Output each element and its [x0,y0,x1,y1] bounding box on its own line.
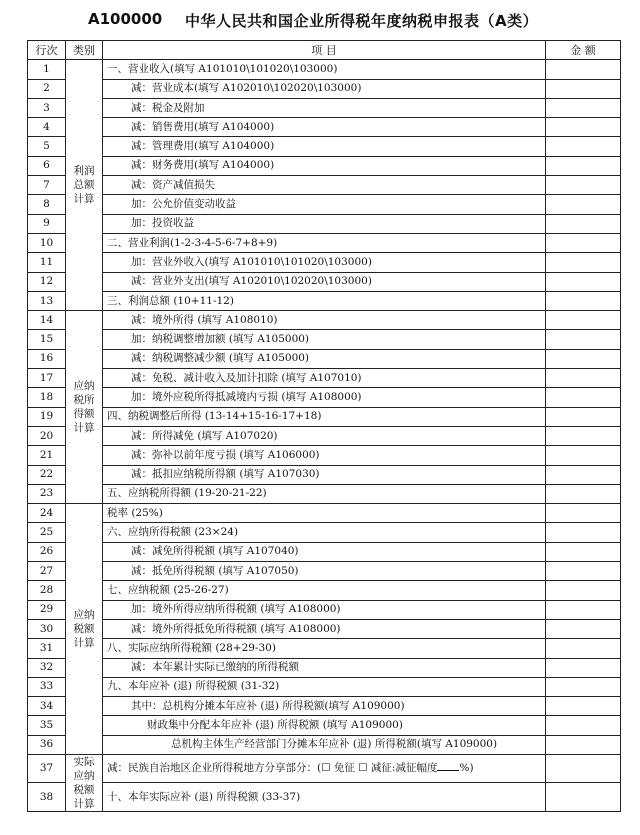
amount-cell[interactable] [546,735,621,754]
row-number: 14 [28,311,66,330]
table-row [28,465,621,484]
item-text: 四、纳税调整后所得 (13-14+15-16-17+18) [107,410,322,423]
tax-return-table [27,40,621,812]
table-row [28,619,621,638]
table-row [28,233,621,252]
header-item: 项 目 [103,41,546,60]
item-text: 减：所得减免 (填写 A107020) [131,429,278,442]
amount-cell[interactable] [546,311,621,330]
row-number: 16 [28,349,66,368]
amount-cell[interactable] [546,388,621,407]
item-text: 减：弥补以前年度亏损 (填写 A106000) [131,448,320,461]
table-row [28,214,621,233]
table-row [28,330,621,349]
table-row [28,60,621,79]
item-text: 减：营业成本(填写 A102010\102020\103000) [131,82,362,95]
amount-cell[interactable] [546,253,621,272]
item-text: 减：减免所得税额 (填写 A107040) [131,545,299,558]
row-number: 35 [28,716,66,735]
row-number: 18 [28,388,66,407]
category-cell [66,504,103,755]
item-description [103,388,546,407]
amount-cell[interactable] [546,504,621,523]
item-description [103,349,546,368]
item-description [103,137,546,156]
item-text: 减：管理费用(填写 A104000) [131,140,275,153]
amount-cell[interactable] [546,349,621,368]
item-description [103,176,546,195]
item-description [103,60,546,79]
amount-cell[interactable] [546,465,621,484]
item-description [103,291,546,310]
row-number: 29 [28,600,66,619]
item-description [103,446,546,465]
amount-cell[interactable] [546,619,621,638]
row-number: 4 [28,118,66,137]
item-text: 税率 (25%) [107,506,163,519]
amount-cell[interactable] [546,562,621,581]
table-row [28,697,621,716]
item-text: 减：抵免所得税额 (填写 A107050) [131,564,299,577]
row-number: 28 [28,581,66,600]
item-text: 减：境外所得 (填写 A108010) [131,313,278,326]
category-label: 实际应纳税额计算 [73,755,95,810]
item-text: 三、利润总额 (10+11-12) [107,294,234,307]
item-text: 减：财务费用(填写 A104000) [131,159,275,172]
row-number: 1 [28,60,66,79]
row-number: 19 [28,407,66,426]
row-number: 17 [28,369,66,388]
amount-cell[interactable] [546,330,621,349]
form-title [0,6,640,36]
table-row [28,137,621,156]
table-row [28,118,621,137]
amount-cell[interactable] [546,581,621,600]
item-suffix: %) [459,762,474,775]
item-text: 财政集中分配本年应补 (退) 所得税额 (填写 A109000) [147,719,403,732]
table-row [28,98,621,117]
item-text: 其中：总机构分摊本年应补 (退) 所得税额(填写 A109000) [131,699,405,712]
item-description [103,697,546,716]
amount-cell[interactable] [546,233,621,252]
row-number: 30 [28,619,66,638]
table-row [28,735,621,754]
row-number: 5 [28,137,66,156]
row-number: 10 [28,233,66,252]
table-row [28,504,621,523]
amount-cell[interactable] [546,658,621,677]
table-row [28,523,621,542]
item-description [103,253,546,272]
item-text: 减：免税、减计收入及加计扣除 (填写 A107010) [131,371,362,384]
amount-cell[interactable] [546,639,621,658]
item-description [103,426,546,445]
item-description [103,407,546,426]
row-number: 3 [28,98,66,117]
amount-cell[interactable] [546,754,621,783]
table-row [28,754,621,783]
item-text: 减：资产减值损失 [131,178,215,191]
table-row [28,176,621,195]
table-row [28,716,621,735]
item-description [103,639,546,658]
table-row [28,253,621,272]
header-category: 类别 [66,41,103,60]
amount-cell[interactable] [546,484,621,503]
row-number: 22 [28,465,66,484]
item-text: 加：公允价值变动收益 [131,198,236,211]
row-number: 33 [28,677,66,696]
table-row [28,581,621,600]
amount-cell[interactable] [546,176,621,195]
item-description [103,735,546,754]
amount-cell[interactable] [546,677,621,696]
item-text: 十、本年实际应补 (退) 所得税额 (33-37) [107,790,301,803]
form-name: 中华人民共和国企业所得税年度纳税申报表（A类） [185,12,539,30]
category-label: 应纳税所得额计算 [73,380,95,435]
item-description [103,600,546,619]
table-row [28,156,621,175]
table-body [28,60,621,812]
table-row [28,349,621,368]
row-number: 32 [28,658,66,677]
item-description [103,156,546,175]
row-number: 21 [28,446,66,465]
item-description [103,716,546,735]
item-description [103,233,546,252]
amount-cell[interactable] [546,79,621,98]
item-text: 九、本年应补 (退) 所得税额 (31-32) [107,680,280,693]
table-row [28,658,621,677]
amount-cell[interactable] [546,369,621,388]
amount-cell[interactable] [546,272,621,291]
amount-cell[interactable] [546,291,621,310]
item-text: 五、应纳税所得额 (19-20-21-22) [107,487,267,500]
reduction-rate-blank[interactable] [437,760,459,771]
item-description [103,465,546,484]
row-number: 2 [28,79,66,98]
item-description [103,619,546,638]
form-code: A100000 [88,10,163,28]
table-row [28,484,621,503]
amount-cell[interactable] [546,600,621,619]
item-text: 八、实际应纳所得税额 (28+29-30) [107,641,276,654]
row-number: 7 [28,176,66,195]
item-description [103,754,546,783]
item-description [103,311,546,330]
row-number: 38 [28,783,66,812]
row-number: 27 [28,562,66,581]
amount-cell[interactable] [546,118,621,137]
row-number: 6 [28,156,66,175]
row-number: 8 [28,195,66,214]
table-row [28,195,621,214]
item-text: 加：境外所得应纳所得税额 (填写 A108000) [131,603,341,616]
table-row [28,562,621,581]
item-text: 减：民族自治地区企业所得税地方分享部分：(☐ 免征 ☐ 减征:减征幅度 [107,762,438,775]
item-text: 六、应纳所得税额 (23×24) [107,526,239,539]
item-text: 总机构主体生产经营部门分摊本年应补 (退) 所得税额(填写 A109000) [171,738,498,751]
row-number: 15 [28,330,66,349]
item-description [103,658,546,677]
item-description [103,330,546,349]
item-text: 减：境外所得抵免所得税额 (填写 A108000) [131,622,341,635]
amount-cell[interactable] [546,697,621,716]
header-amount: 金 额 [546,41,621,60]
item-description [103,542,546,561]
table-row [28,369,621,388]
item-text: 减：销售费用(填写 A104000) [131,120,275,133]
category-cell [66,754,103,811]
amount-cell[interactable] [546,60,621,79]
category-label: 应纳税额计算 [73,609,95,650]
category-cell [66,60,103,311]
amount-cell[interactable] [546,523,621,542]
table-header-row [28,41,621,60]
item-text: 加：纳税调整增加额 (填写 A105000) [131,333,310,346]
table-row [28,291,621,310]
amount-cell[interactable] [546,137,621,156]
row-number: 37 [28,754,66,783]
amount-cell[interactable] [546,98,621,117]
table-row [28,311,621,330]
row-number: 26 [28,542,66,561]
item-text: 加：投资收益 [131,217,194,230]
amount-cell[interactable] [546,407,621,426]
item-text: 减：纳税调整减少额 (填写 A105000) [131,352,310,365]
item-description [103,98,546,117]
row-number: 20 [28,426,66,445]
table-row [28,446,621,465]
row-number: 31 [28,639,66,658]
item-text: 加：境外应税所得抵减境内亏损 (填写 A108000) [131,390,362,403]
row-number: 9 [28,214,66,233]
header-row-no: 行次 [28,41,66,60]
row-number: 23 [28,484,66,503]
item-description [103,369,546,388]
table-row [28,426,621,445]
item-description [103,523,546,542]
table-row [28,407,621,426]
item-description [103,195,546,214]
table-row [28,542,621,561]
table-row [28,677,621,696]
row-number: 24 [28,504,66,523]
item-text: 七、应纳税额 (25-26-27) [107,583,229,596]
amount-cell[interactable] [546,426,621,445]
category-label: 利润总额计算 [73,165,95,206]
amount-cell[interactable] [546,214,621,233]
item-text: 一、营业收入(填写 A101010\101020\103000) [107,62,338,75]
amount-cell[interactable] [546,783,621,812]
item-description [103,79,546,98]
table-row [28,600,621,619]
amount-cell[interactable] [546,446,621,465]
table-row [28,783,621,812]
item-description [103,677,546,696]
row-number: 13 [28,291,66,310]
item-description [103,272,546,291]
item-description [103,214,546,233]
item-description [103,118,546,137]
item-text: 减：抵扣应纳税所得额 (填写 A107030) [131,468,320,481]
amount-cell[interactable] [546,195,621,214]
amount-cell[interactable] [546,716,621,735]
item-text: 减：税金及附加 [131,101,205,114]
amount-cell[interactable] [546,542,621,561]
item-description [103,581,546,600]
item-description [103,562,546,581]
row-number: 36 [28,735,66,754]
item-text: 减：营业外支出(填写 A102010\102020\103000) [131,275,372,288]
row-number: 12 [28,272,66,291]
table-row [28,272,621,291]
row-number: 11 [28,253,66,272]
item-description [103,484,546,503]
table-row [28,79,621,98]
table-row [28,639,621,658]
item-text: 二、营业利润(1-2-3-4-5-6-7+8+9) [107,236,278,249]
category-cell [66,311,103,504]
item-text: 加：营业外收入(填写 A101010\101020\103000) [131,255,372,268]
item-description [103,504,546,523]
amount-cell[interactable] [546,156,621,175]
item-description [103,783,546,812]
row-number: 34 [28,697,66,716]
table-row [28,388,621,407]
row-number: 25 [28,523,66,542]
item-text: 减：本年累计实际已缴纳的所得税额 [131,661,299,674]
